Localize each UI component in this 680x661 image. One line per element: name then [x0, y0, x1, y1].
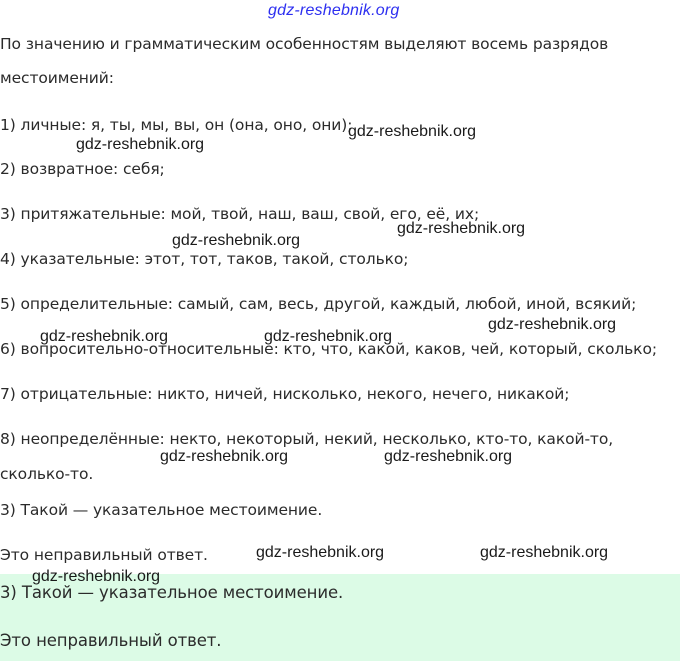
selected-answer-verdict: Это неправильный ответ. [0, 631, 222, 650]
watermark: gdz-reshebnik.org [397, 220, 526, 237]
watermark: gdz-reshebnik.org [488, 316, 617, 333]
category-demonstrative: 4) указательные: этот, тот, таков, такой, столько; [0, 250, 409, 268]
category-personal: 1) личные: я, ты, мы, вы, он (она, оно, они); [0, 116, 353, 134]
watermark: gdz-reshebnik.org [348, 123, 477, 140]
watermark: gdz-reshebnik.org [264, 328, 393, 345]
watermark: gdz-reshebnik.org [76, 136, 205, 153]
category-indefinite: 8) неопределённые: некто, некоторый, некий, несколько, кто-то, какой-то, [0, 430, 614, 448]
category-determinative: 5) определительные: самый, сам, весь, другой, каждый, любой, иной, всякий; [0, 295, 637, 313]
watermark: gdz-reshebnik.org [480, 544, 609, 561]
watermark: gdz-reshebnik.org [256, 544, 385, 561]
category-negative: 7) отрицательные: никто, ничей, нисколько, некого, нечего, никакой; [0, 385, 570, 403]
intro-line-1: По значению и грамматическим особенностям выделяют восемь разрядов [0, 35, 609, 53]
watermark: gdz-reshebnik.org [160, 448, 289, 465]
watermark-top[interactable]: gdz-reshebnik.org [268, 2, 400, 19]
answer-choice: 3) Такой — указательное местоимение. [0, 501, 323, 519]
watermark: gdz-reshebnik.org [172, 232, 301, 249]
selected-answer-box [0, 574, 680, 661]
intro-line-2: местоимений: [0, 69, 114, 87]
category-reflexive: 2) возвратное: себя; [0, 160, 165, 178]
category-possessive: 3) притяжательные: мой, твой, наш, ваш, свой, его, её, их; [0, 205, 480, 223]
watermark: gdz-reshebnik.org [40, 328, 169, 345]
watermark: gdz-reshebnik.org [384, 448, 513, 465]
category-indefinite-cont: сколько-то. [0, 465, 94, 483]
watermark: gdz-reshebnik.org [32, 568, 161, 585]
category-interrogative: 6) вопросительно-относительные: кто, что, какой, каков, чей, который, сколько; [0, 340, 657, 358]
answer-verdict: Это неправильный ответ. [0, 546, 208, 564]
selected-answer-choice: 3) Такой — указательное местоимение. [0, 583, 344, 602]
